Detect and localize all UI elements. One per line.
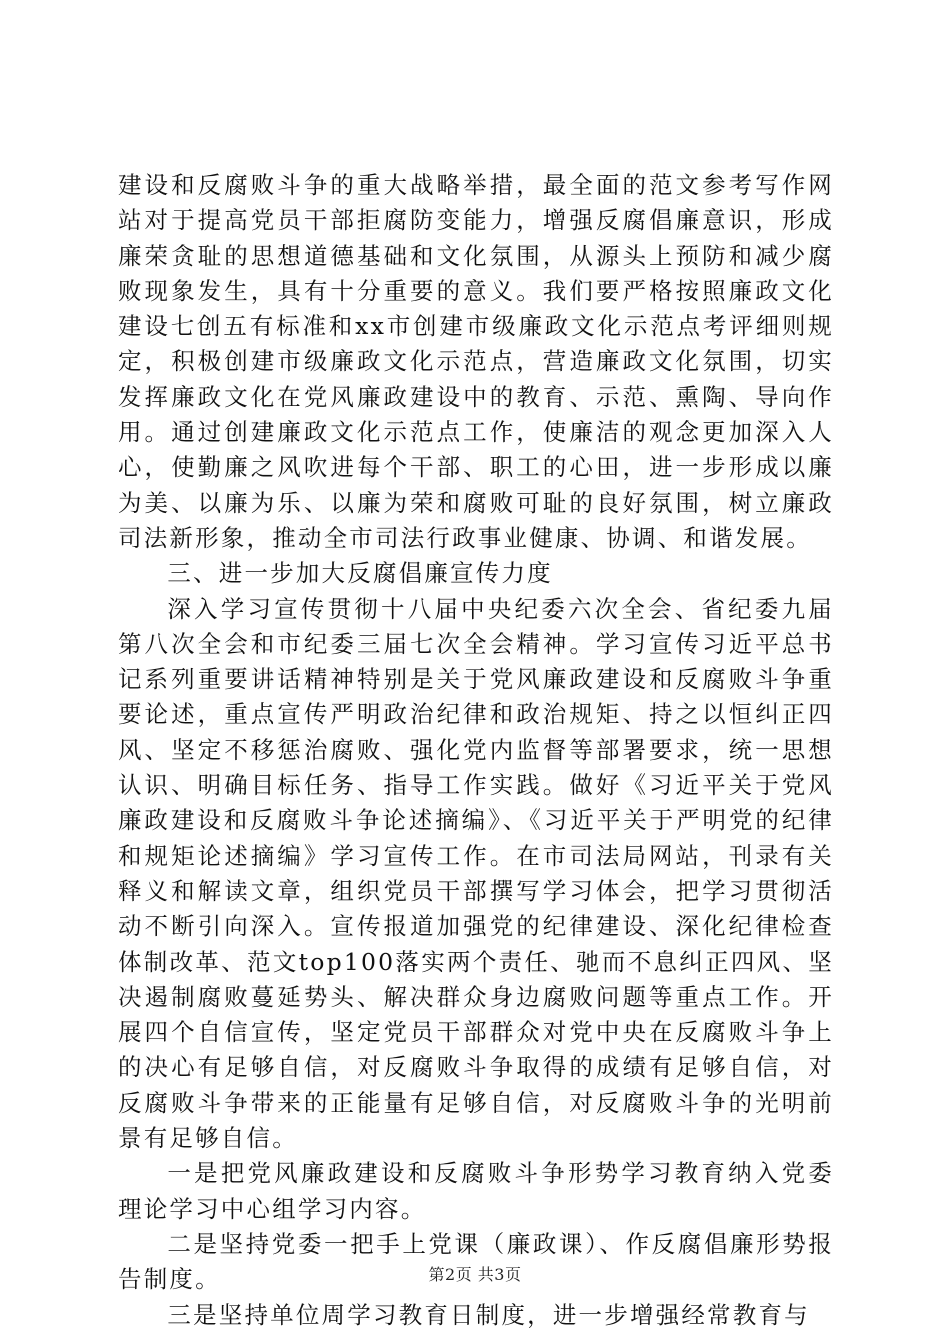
page-number-footer: 第2页 共3页: [428, 1265, 522, 1284]
body-paragraph-study: 深入学习宣传贯彻十八届中央纪委六次全会、省纪委九届第八次全会和市纪委三届七次全会精神。学习宣传习近平总书记系列重要讲话精神特别是关于党风廉政建设和反腐败斗争重要论述，重点宣传严明政治纪律和政治规矩、持之以恒纠正四风、坚定不移惩治腐败、强化党内监督等部署要求，统一思想认识、明确目标任务、指导工作实践。做好《习近平关于党风廉政建设和反腐败斗争论述摘编》、《习近平关于严明党的纪律和规矩论述摘编》学习宣传工作。在市司法局网站，刊录有关释义和解读文章，组织党员干部撰写学习体会，把学习贯彻活动不断引向深入。宣传报道加强党的纪律建设、深化纪律检查体制改革、范文top100落实两个责任、驰而不息纠正四风、坚决遏制腐败蔓延势头、解决群众身边腐败问题等重点工作。开展四个自信宣传，坚定党员干部群众对党中央在反腐败斗争上的决心有足够自信，对反腐败斗争取得的成绩有足够自信，对反腐败斗争带来的正能量有足够自信，对反腐败斗争的光明前景有足够自信。: [118, 594, 834, 1153]
body-paragraph-continuation: 建设和反腐败斗争的重大战略举措，最全面的范文参考写作网站对于提高党员干部拒腐防变能力，增强反腐倡廉意识，形成廉荣贪耻的思想道德基础和文化氛围，从源头上预防和减少腐败现象发生，具有十分重要的意义。我们要严格按照廉政文化建设七创五有标准和xx市创建市级廉政文化示范点考评细则规定，积极创建市级廉政文化示范点，营造廉政文化氛围，切实发挥廉政文化在党风廉政建设中的教育、示范、熏陶、导向作用。通过创建廉政文化示范点工作，使廉洁的观念更加深入人心，使勤廉之风吹进每个干部、职工的心田，进一步形成以廉为美、以廉为乐、以廉为荣和腐败可耻的良好氛围，树立廉政司法新形象，推动全市司法行政事业健康、协调、和谐发展。: [118, 171, 834, 552]
body-paragraph-item-1: 一是把党风廉政建设和反腐败斗争形势学习教育纳入党委理论学习中心组学习内容。: [118, 1159, 834, 1223]
document-body: [118, 168, 834, 1333]
body-paragraph-item-2: 二是坚持党委一把手上党课（廉政课）、作反腐倡廉形势报告制度。: [118, 1229, 834, 1294]
section-heading-3: 三、进一步加大反腐倡廉宣传力度: [167, 559, 553, 588]
body-paragraph-item-3: 三是坚持单位周学习教育日制度，进一步增强经常教育与: [167, 1300, 810, 1329]
